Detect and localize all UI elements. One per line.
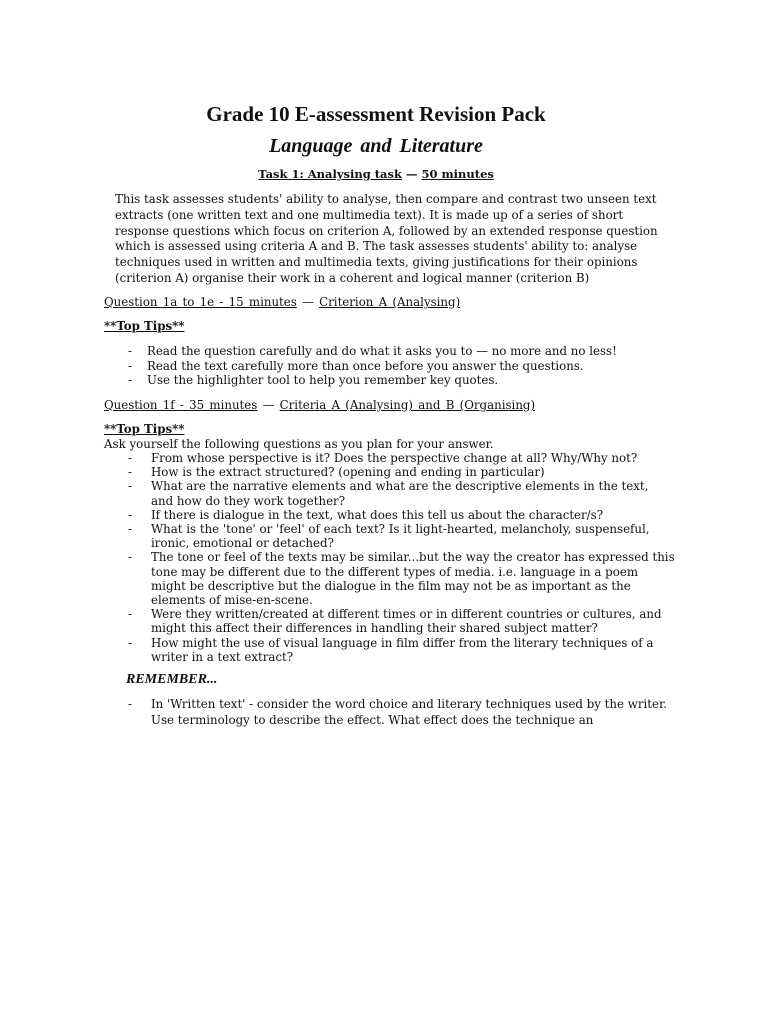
section1-question: Question 1a to 1e - 15 minutes	[104, 295, 297, 309]
item-text-line: might be descriptive but the dialogue in the film may not be as important as the	[151, 578, 631, 593]
intro-line: (criterion A) organise their work in a coherent and logical manner (criterion B)	[115, 270, 590, 285]
bullet-dash: -	[128, 607, 132, 622]
item-text-line: Use terminology to describe the effect. What effect does the technique an	[151, 713, 594, 727]
section1-criterion: Criterion A (Analysing)	[319, 295, 461, 309]
bullet-dash: -	[128, 344, 132, 358]
bullet-dash: -	[128, 358, 132, 373]
task-duration: 50 minutes	[421, 167, 494, 181]
section2-question: Question 1f - 35 minutes	[104, 398, 258, 412]
section2-criterion: Criteria A (Analysing) and B (Organising)	[279, 398, 536, 412]
tip-text: Read the text carefully more than once before you answer the questions.	[147, 358, 584, 373]
bullet-dash: -	[128, 465, 132, 480]
item-text-line: writer in a text extract?	[151, 649, 294, 664]
intro-paragraph	[115, 192, 658, 287]
bullet-dash: -	[128, 697, 132, 711]
item-text-line: The tone or feel of the texts may be similar...but the way the creator has expressed this	[151, 550, 675, 565]
bullet-dash: -	[128, 521, 132, 536]
section1-tips-heading: **Top Tips**	[104, 319, 185, 333]
item-text-line: ironic, emotional or detached?	[151, 536, 334, 551]
section1-heading	[104, 295, 460, 309]
section2-heading	[104, 398, 535, 412]
intro-line: This task assesses students' ability to analyse, then compare and contrast two unseen text	[115, 192, 657, 206]
item-text-line: How is the extract structured? (opening and ending in particular)	[151, 465, 545, 480]
remember-heading: REMEMBER...	[126, 672, 218, 687]
item-text-line: What is the 'tone' or 'feel' of each text? Is it light-hearted, melancholy, suspenseful,	[151, 521, 650, 536]
section2-separator: —	[262, 398, 275, 412]
item-text-line: and how do they work together?	[151, 493, 346, 508]
bullet-dash: -	[128, 635, 132, 650]
intro-line: extracts (one written text and one multimedia text). It is made up of a series of short	[115, 207, 624, 222]
task-separator: —	[405, 167, 418, 181]
item-text-line: If there is dialogue in the text, what does this tell us about the character/s?	[151, 507, 604, 522]
intro-line: which is assessed using criteria A and B. The task assesses students' ability to: analyse	[115, 239, 638, 254]
page-title: Grade 10 E-assessment Revision Pack	[206, 102, 546, 126]
section2-tips-heading: **Top Tips**	[104, 422, 185, 436]
task-title: Task 1: Analysing task	[258, 167, 402, 181]
item-text-line: From whose perspective is it? Does the perspective change at all? Why/Why not?	[151, 451, 638, 465]
item-text-line: elements of mise-en-scene.	[151, 592, 313, 607]
bullet-dash: -	[128, 507, 132, 522]
ask-yourself-line: Ask yourself the following questions as you plan for your answer.	[104, 437, 494, 451]
item-text-line: Were they written/created at different times or in different countries or cultures, and	[151, 607, 662, 622]
bullet-dash: -	[128, 373, 132, 387]
item-text-line: What are the narrative elements and what are the descriptive elements in the text,	[151, 479, 649, 494]
item-text-line: In 'Written text' - consider the word choice and literary techniques used by the writer.	[151, 697, 668, 711]
bullet-dash: -	[128, 451, 132, 465]
section1-separator: —	[302, 295, 314, 309]
tip-text: Read the question carefully and do what it asks you to — no more and no less!	[147, 344, 617, 358]
task-heading	[0, 167, 752, 181]
page-subtitle: Language and Literature	[269, 135, 483, 157]
item-text-line: tone may be different due to the different types of media. i.e. language in a poem	[151, 564, 639, 579]
bullet-dash: -	[128, 550, 132, 565]
item-text-line: might this affect their differences in handling their shared subject matter?	[151, 621, 598, 636]
bullet-dash: -	[128, 479, 132, 494]
intro-line: techniques used in written and multimedia texts, giving justifications for their opinions	[115, 255, 638, 270]
tip-text: Use the highlighter tool to help you remember key quotes.	[147, 373, 499, 387]
item-text-line: How might the use of visual language in film differ from the literary techniques of a	[151, 635, 654, 650]
intro-line: response questions which focus on criterion A, followed by an extended response question	[115, 223, 658, 238]
